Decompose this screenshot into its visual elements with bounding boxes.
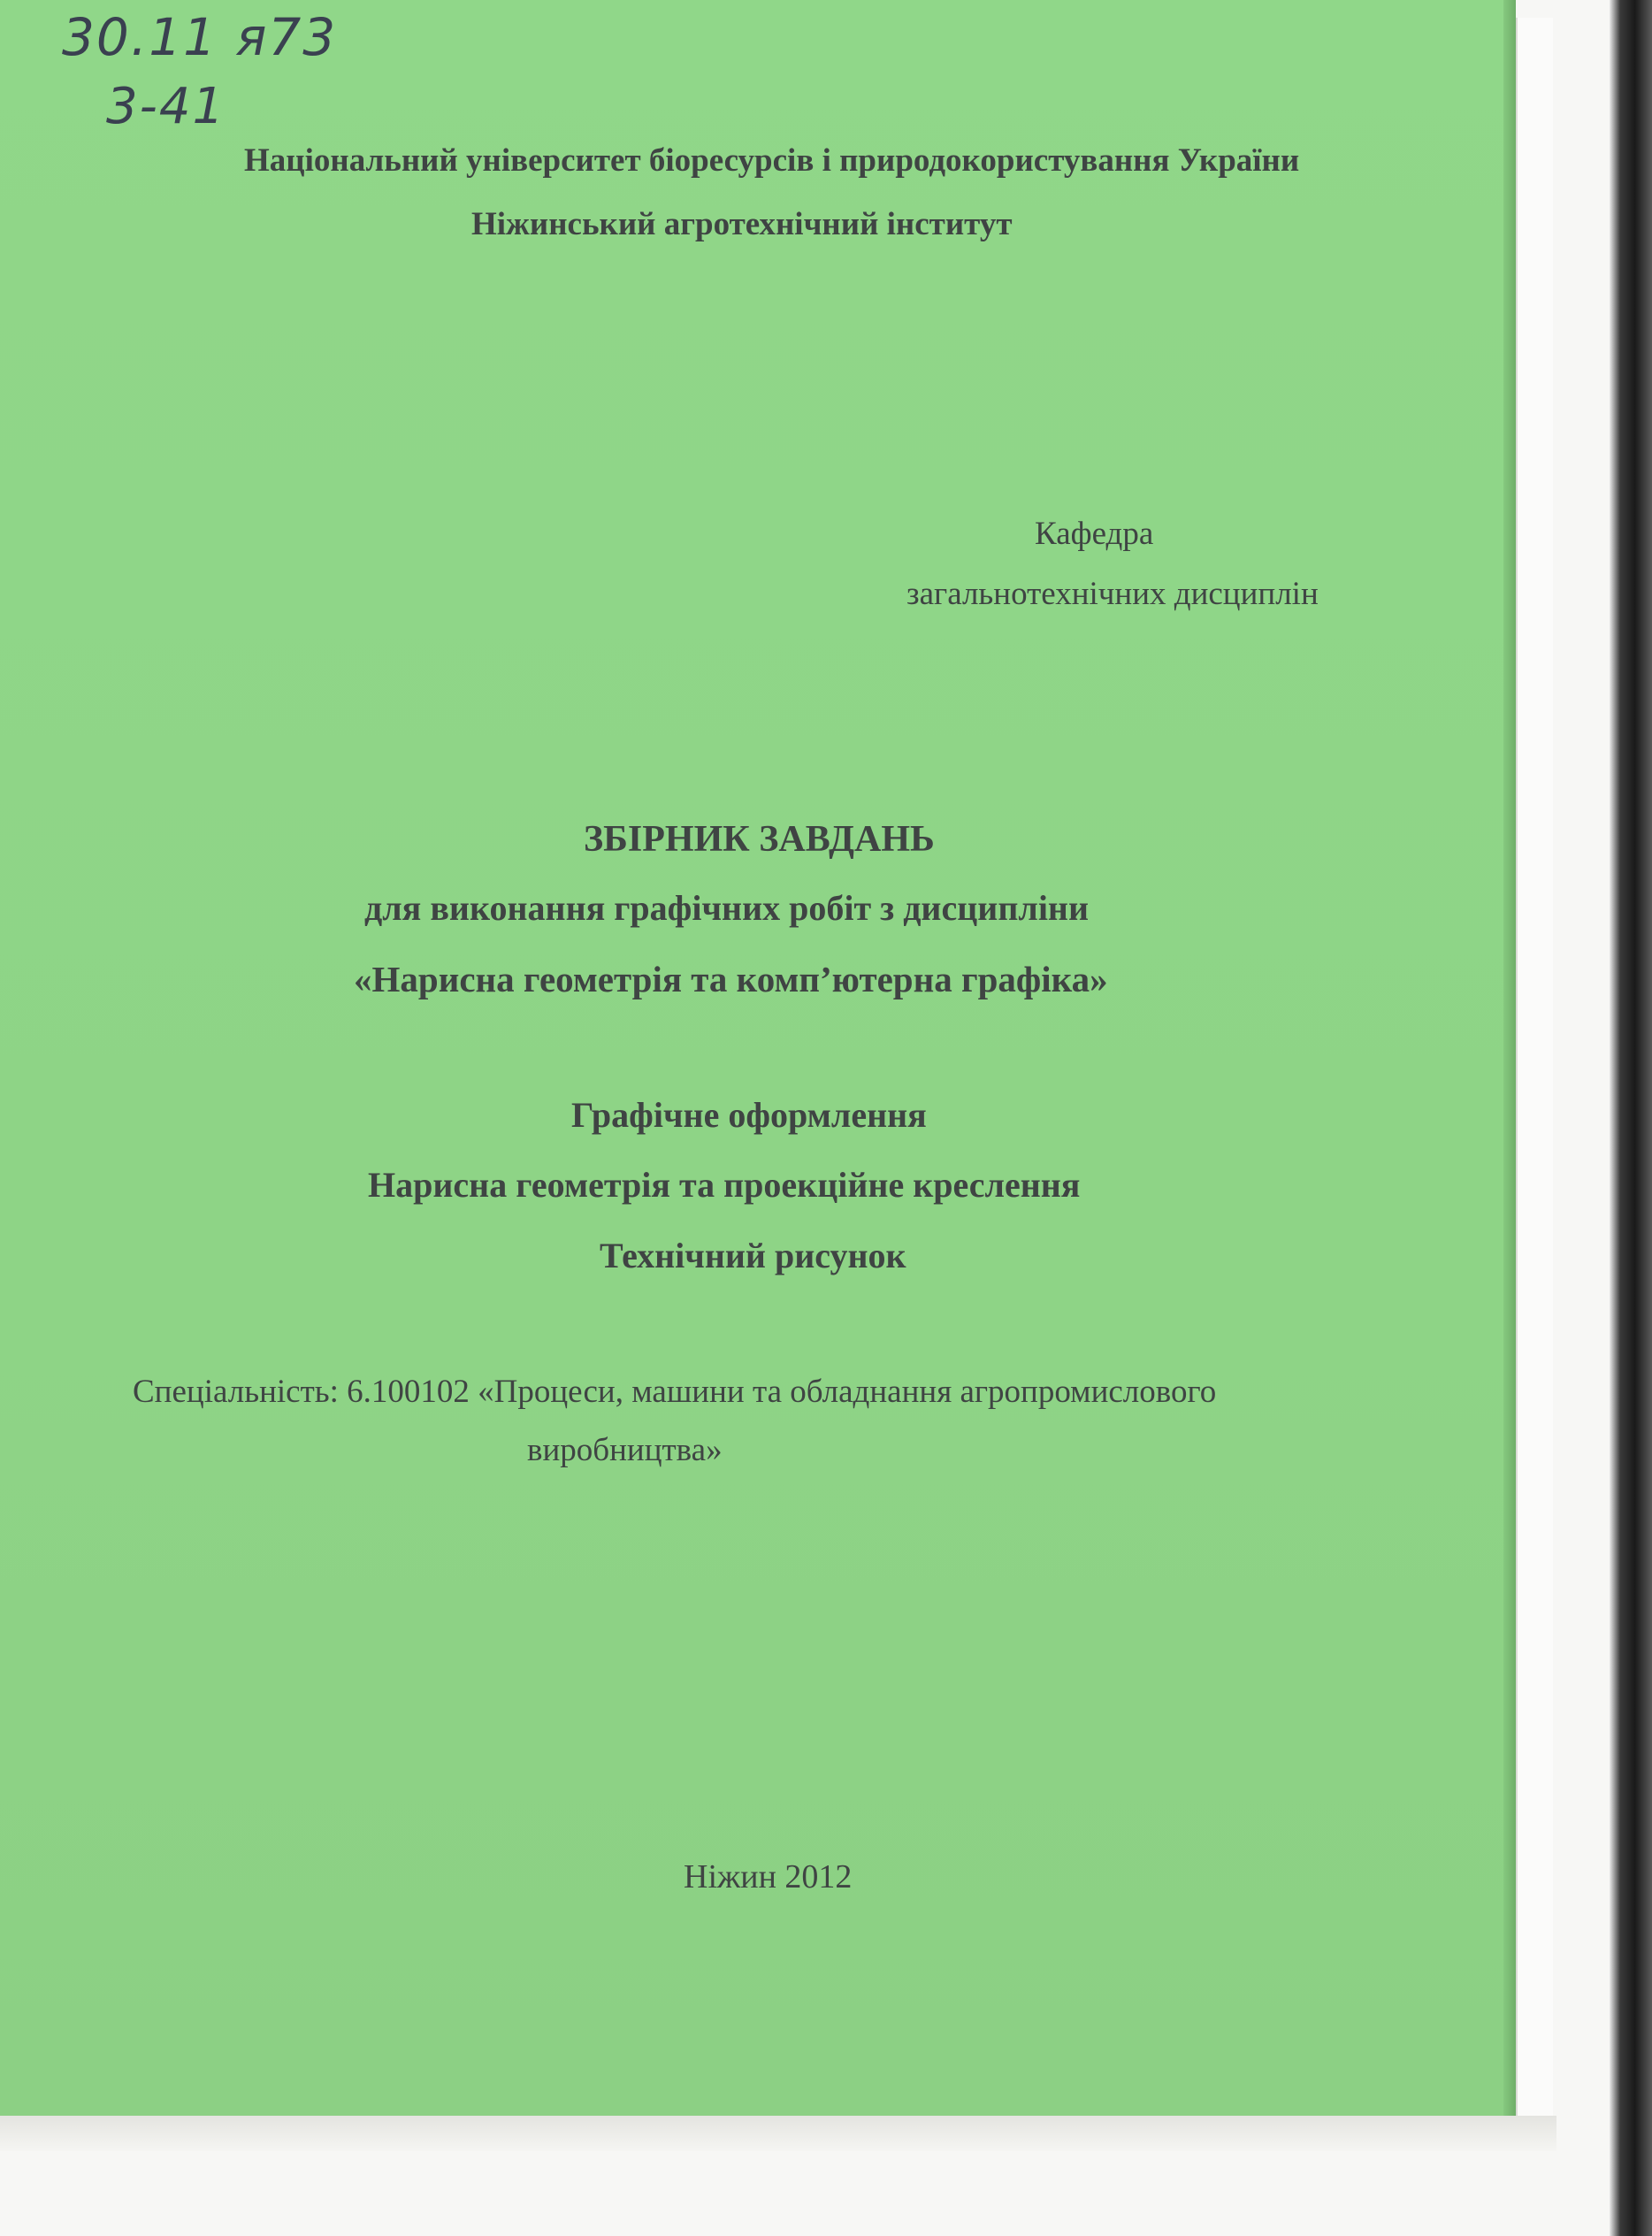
institute-name: Ніжинський агротехнічний інститут: [471, 206, 1013, 242]
scanner-dark-edge: [1610, 0, 1652, 2236]
back-sheet-edge: [1516, 18, 1553, 2123]
university-name: Національний університет біоресурсів і природокористування України: [244, 142, 1300, 179]
specialty-line-1: Спеціальність: 6.100102 «Процеси, машини та обладнання агропромислового: [133, 1374, 1217, 1410]
handwritten-shelfmark: 30.11 я73: [62, 7, 338, 67]
bottom-paper-strip: [0, 2116, 1556, 2151]
document-subtitle: для виконання графічних робіт з дисципліни: [364, 888, 1090, 928]
department-label: Кафедра: [1035, 516, 1154, 552]
specialty-line-2: виробництва»: [527, 1432, 723, 1468]
topic-3: Технічний рисунок: [600, 1236, 906, 1275]
document-title: ЗБІРНИК ЗАВДАНЬ: [584, 819, 935, 860]
topic-1: Графічне оформлення: [571, 1095, 927, 1135]
handwritten-code: 3-41: [106, 78, 226, 135]
place-and-year: Ніжин 2012: [684, 1858, 853, 1895]
topic-2: Нарисна геометрія та проекційне креслення: [368, 1165, 1081, 1205]
discipline-name: «Нарисна геометрія та комп’ютерна графіка»: [354, 959, 1108, 999]
department-name: загальнотехнічних дисциплін: [906, 576, 1319, 612]
cover-right-edge: [1503, 0, 1516, 2123]
